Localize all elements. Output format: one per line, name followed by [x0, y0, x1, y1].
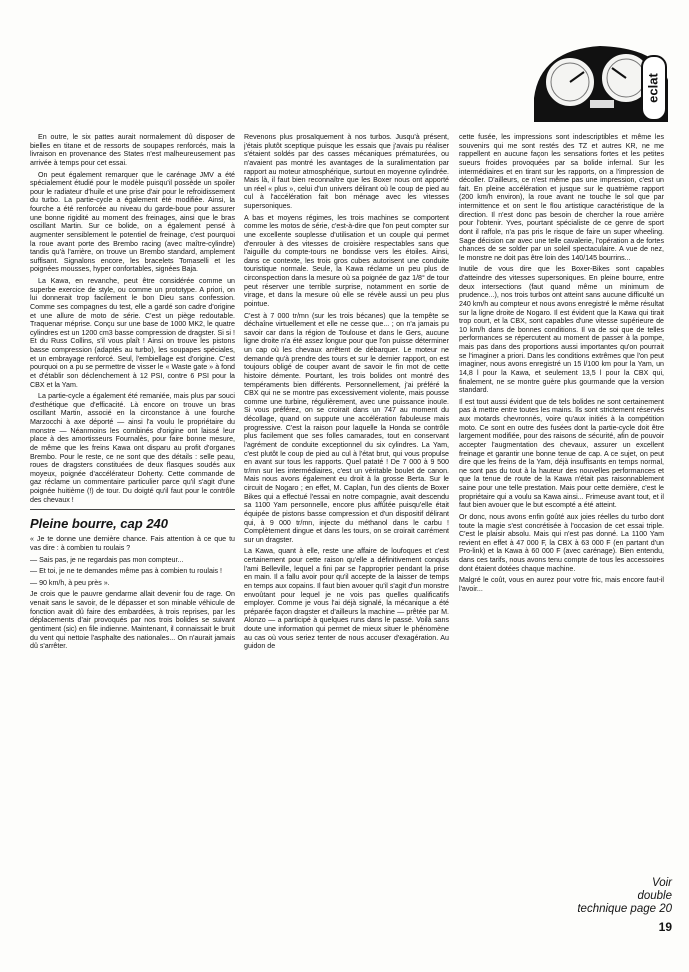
paragraph: La Kawa, quant à elle, reste une affaire de loufoques et c'est certainement pour cette raison qu'elle a définitivement conquis l'ami Belleville, lequel a fini par se l'approprier pendant la prise en main. Il a fallu avoir pour qu'il accepte de la laisser de temps en temps aux copains. Il faut bien avouer qu'il s'agit d'un monstre envoûtant pour lequel je ne vois pas quelles qualificatifs employer. Comme je vous l'ai déjà signalé, la mécanique a été préparée façon dragster et d'ailleurs la machine — prêtée par M. Alonzo — a participé à quelques runs dans le passé. Voilà sans doute une information qui permet de mieux situer le phénomène au cas où vous seriez tenter de nous accuser d'exagération. Au guidon de: [244, 547, 449, 651]
paragraph: En outre, le six pattes aurait normalement dû disposer de bielles en titane et de ressorts de soupapes renforcés, mais la livraison en provenance des States n'est malheureusement pas arrivée à temps pour cet essai.: [30, 133, 235, 167]
section-heading: Pleine bourre, cap 240: [30, 516, 169, 532]
paragraph: Or donc, nous avons enfin goûté aux joies réelles du turbo dont toute la magie s'est concrétisée à l'occasion de cet essai triple. C'est le plaisir absolu. Mais qui n'est pas donné. La 1100 Yam revient en effet à 47 000 F, la CBX à 63 000 F (en partant d'un Pro-link) et la Kawa à 60 000 F (avec carénage). Bien entendu, dans ces tarifs, nous avons tenu compte de tous les accessoires dont étaient dotées chaque machine.: [459, 512, 664, 573]
article-column-3: [459, 133, 664, 845]
logo-text: eclat: [645, 73, 661, 103]
article-column-1: [30, 133, 235, 933]
section-divider: [30, 509, 235, 510]
paragraph: C'est à 7 000 tr/mn (sur les trois bécanes) que la tempête se déchaîne virtuellement et elle ne cesse que... ; on n'a jamais pu savoir car dans la région de Toulouse et dans le Gers, aucune ligne droite n'a été assez longue pour que l'on puisse déterminer un cap où les chevaux arrêtent de débarquer. Le moteur ne demande qu'à prendre des tours et sur le dernier rapport, on est toujours obligé de couper avant de savoir le fin mot de cette histoire démente. Pourtant, les trois bolides ont montré des tempéraments bien différents. Personnellement, j'ai préféré la CBX qui ne se montre pas excessivement violente, mais pousse comme une turbine, régulièrement, avec une puissance inouïe. Si vous préférez, on se croirait dans un 747 au moment du décollage, quand on suppute une accélération fabuleuse mais progressive. C'est la raison pour laquelle la Honda se contrôle plus facilement que ses folles camarades, tout en conservant l'agrément de conduite exceptionnel du six cylindres. La Yam, c'est plutôt le coup de pied au cul à l'état brut, qui vous propulse en avant sur tous les rapports. Quel pataté ! De 7 000 à 9 500 tr/mn sur les intermédiaires, c'est un véritable boulet de canon. Mais nous avons également eu droit à la grosse Berta. Sur le circuit de Nogaro ; en effet, M. Caplan, l'un des clients de Boxer Bikes qui a effectué l'essai en notre compagnie, avait descendu sa 1100 Yam personnelle, encore plus affûtée puisqu'elle était équipée de pistons basse compression et d'un dispositif délirant qui, à 9 000 tr/mn, injecte du méthanol dans le carbu ! Complètement dingue et dans les tours, on se croirait carrément sur un dragster.: [244, 311, 449, 544]
see-also-line: double: [637, 890, 672, 902]
paragraph: La Kawa, en revanche, peut être considérée comme un superbe exercice de style, ou comme un prototype. A priori, on lui donnerait trop facilement le bon Dieu sans confession. Comme ses compagnes du test, elle a gardé son cadre d'origine et une allure de moto de série. C'est un piège redoutable. Traquenar méprise. Conçu sur une base de 1000 MK2, le quatre cylindres est un 1200 cm3 basse compression de dragster. Si si ! Et du Russ Collins, s'il vous plaît ! Ainsi on trouve les pistons basse compression (adaptés au turbo), les soupapes spéciales, et un embrayage renforcé. Seul, l'embiellage est d'origine. C'est pourquoi on a pu se permettre de visser le « Waste gate » à fond et d'établir son déclenchement à 12 PSI, contre 6 PSI pour la CBX et la Yam.: [30, 277, 235, 389]
article-column-2: [244, 133, 449, 941]
magazine-logo: [530, 38, 672, 124]
page-number: 19: [658, 920, 672, 934]
dialogue-line: « Je te donne une dernière chance. Fais attention à ce que tu vas dire : à combien tu roulais ?: [30, 535, 235, 552]
paragraph: On peut également remarquer que le carénage JMV a été spécialement étudié pour le modèle puisqu'il possède un spoiler pour le radiateur d'huile et une prise d'air pour le refroidissement du turbo. La partie-cycle a également été modifiée. Ainsi, la fourche a été renforcée au niveau du garde-boue pour assurer une bonne rigidité au moment des freinages, ainsi que le bras oscillant Martin. Sur ce bolide, on a également pensé à augmenter sensiblement le potentiel de freinage, c'est pourquoi la roue avant porte des Brembo racing (avec maître-cylindre) tandis qu'à l'arrière, on trouve un Brembo standard, amplement suffisant. Signalons encore, les bracelets Tomaselli et les poignées mousses, hyper confortables, signées Baja.: [30, 170, 235, 274]
see-also-line: Voir: [651, 877, 672, 889]
paragraph: Il est tout aussi évident que de tels bolides ne sont certainement pas à mettre entre toutes les mains. Ils sont strictement réservés aux motards chevronnés, voire qu'aux initiés à la compétition moto. Ce sont en outre des fusées dont la partie-cycle doit être largement modifiée, pour des raisons de sécurité, afin de pouvoir accepter l'augmentation des chevaux, assurer un excellent freinage et garantir une bonne tenue de cap. A ce sujet, on peut dire que les freins de la Yam, déjà insuffisants en temps normal, ne sont pas du tout à la hauteur des nouvelles performances et que la tenue de route de la Kawa n'était pas raisonnablement saine pour une telle prestation. Mais pour cette dernière, c'est le propriétaire qui a voulu sa Kawa ainsi... Frimeuse avant tout, et il faut bien avouer que le but escompté a été atteint.: [459, 397, 664, 510]
paragraph: La partie-cycle a également été remaniée, mais plus par souci d'esthétique que d'efficacité. Là encore on trouve un bras oscillant Martin, associé en la circonstance à une fourche Marzocchi à axe déporté — ainsi l'a voulu le propriétaire du monstre — Néanmoins les combinés d'origine ont laissé leur place à des amortisseurs Fournalès, pour faire bonne mesure, de même que les freins Kawa ont disparu au profit d'organes Brembo. Pour le reste, ce ne sont que des détails : selle peau, roues de dragsters constituées de deux flasques soudés aux moyeux, poignée d'accélérateur Doherty. Cette commande de gaz réclame un commentaire particulier parce qu'il s'agit d'une poignée huitième (!) de tour. Du doigté qu'il faut pour le contrôle des chevaux !: [30, 392, 235, 504]
dialogue-line: — Et toi, je ne te demandes même pas à combien tu roulais !: [30, 567, 223, 576]
motorcycle-gauges-icon: [530, 38, 672, 124]
paragraph: Malgré le coût, vous en aurez pour votre fric, mais encore faut-il l'avoir...: [459, 576, 664, 593]
see-also-note: [560, 877, 672, 916]
paragraph: cette fusée, les impressions sont indescriptibles et même les souvenirs qui me sont restés des TZ et autres KR, ne me rappellent en aucune façon les sensations fortes et les petites sueurs froides provoquées par sa bolide infernal. Sur les intermédiaires et en tirant sur les rapports, on a l'impression de décoller. D'ailleurs, ce n'est même pas une impression, c'est un fait. En pleine accélération et jusque sur le quatrième rapport (200 km/h environ), la roue avant ne touche le sol que par intermittence et on sent le flou artistique caractéristique de la direction. Il n'est donc pas besoin de chercher la roue arrière pour l'obtenir. Yves, pourtant spécialiste de ce genre de sport dont il raffole, n'a pas pris le risque de faire un super wheeling. Sage décision car avec une telle cavalerie, l'opération a de fortes chances de se solder par un soleil spectaculaire. A vue de nez, le monstre ne doit pas être loin des 140/145 bourrins...: [459, 133, 664, 262]
dialogue-line: — 90 km/h, à peu près ».: [30, 578, 110, 587]
see-also-line: technique page 20: [577, 903, 672, 915]
dialogue-line: — Sais pas, je ne regardais pas mon compteur...: [30, 555, 184, 564]
paragraph: Revenons plus prosaïquement à nos turbos. Jusqu'à présent, j'étais plutôt sceptique puisque les essais que j'avais pu réaliser s'étaient soldés par des casses mécaniques prématurées, ou n'avaient pas montré les avantages de la suralimentation par rapport au moteur atmosphérique, surtout en moyenne cylindrée. Mais là, il faut bien reconnaître que les Boxer nous ont apporté un réel « plus », celui d'un univers délirant où le coup de pied au cul à l'accélération fait bon ménage avec les vitesses supersoniques.: [244, 133, 449, 210]
paragraph: A bas et moyens régimes, les trois machines se comportent comme les motos de série, c'est-à-dire que l'on peut compter sur une excellente souplesse d'utilisation et un couple qui permet d'enrouler à des vitesses de croisière respectables sans que l'aiguille du compte-tours ne bondisse vers les étoiles. Ainsi, dans ce contexte, les trois gros cubes autorisent une conduite touristique normale. Seule, la Kawa réclame un peu plus de circonspection dans la mesure où sa poignée de gaz 1/8° de tour peut réserver une terrible surprise, notamment en sortie de virage, et dans la mesure où elle se révèle aussi un peu plus pointue.: [244, 213, 449, 308]
paragraph: Je crois que le pauvre gendarme allait devenir fou de rage. On venait sans le savoir, de le dépasser et son minable véhicule de fonction avait dû faire des embardées, à trois reprises, par les déplacements d'air provoqués par nos trois bolides se suivant gentiment (sic) en file indienne. Maintenant, il connaissait le bruit du vent qui nettoie l'asphalte des nationales... On n'aurait jamais dû s'arrêter.: [30, 590, 235, 651]
paragraph: Inutile de vous dire que les Boxer-Bikes sont capables d'atteindre des vitesses supersoniques. En pleine bourre, entre deux intersections (faut quand même un minimum de prudence...), nos trois turbos ont atteint sans aucune difficulté un 240 km/h au compteur et nous avons enregistré le même résultat sur la ligne droite de Nogaro. Il est évident que la Kawa qui tirait trop court, et la CBX, sont capables d'une vitesse supérieure de 10 km/h dans de bonnes conditions. Il va de soi que de telles performances se répercutent au moment de passer à la pompe, mais pas dans des proportions aussi importantes qu'on pourrait se l'imaginer a priori. Dans les conditions extrêmes que l'on peut imaginer, nous avons enregistré un 15 l/100 km pour la Yam, un 14,8 l pour la Kawa, et seulement 13,5 l pour la CBX qui, finalement, ne se montre guère plus gourmande que la version standard.: [459, 265, 664, 395]
